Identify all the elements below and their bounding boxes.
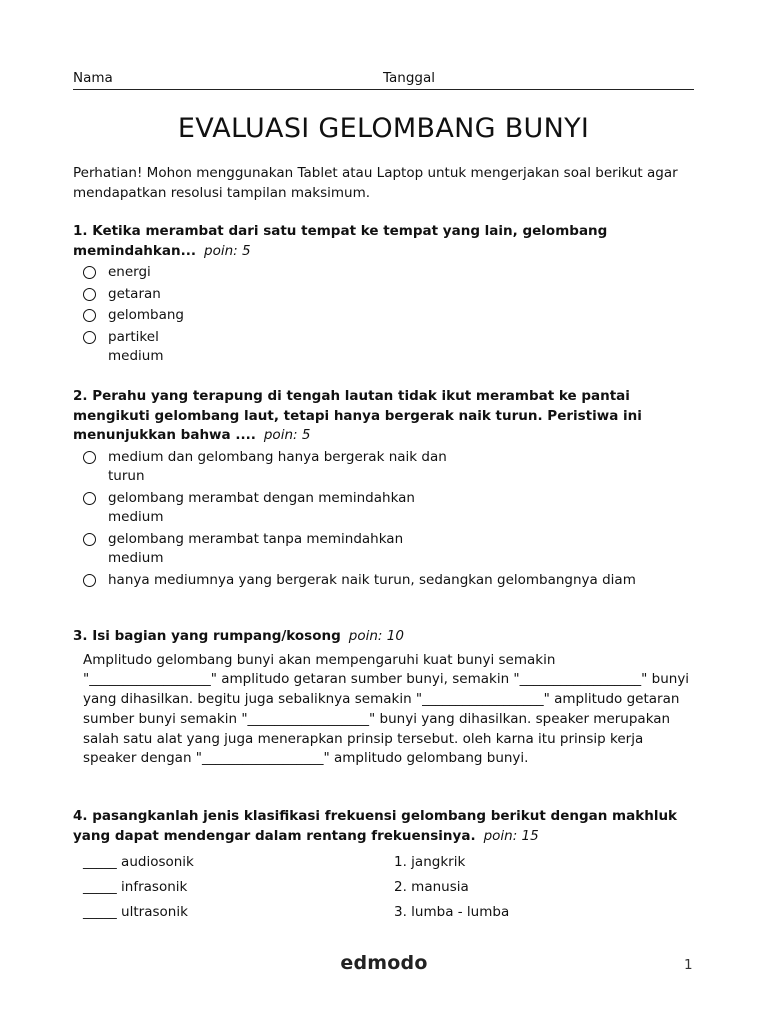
page-number: 1 <box>684 957 693 973</box>
matching-answer: 1. jangkrik <box>394 854 466 870</box>
question-1-prompt: 1. Ketika merambat dari satu tempat ke tempat yang lain, gelombang memindahkan... <box>73 223 608 259</box>
option[interactable] <box>73 263 703 283</box>
question-2-options <box>73 448 703 591</box>
radio-button[interactable] <box>83 574 96 587</box>
edmodo-logo: edmodo <box>340 952 428 974</box>
matching-term[interactable]: _____ audiosonik <box>83 854 194 870</box>
date-label: Tanggal <box>383 70 436 86</box>
fill-in-text: Amplitudo gelombang bunyi akan mempengaruhi kuat bunyi semakin "__________________" amplitudo getaran sumber bunyi, semakin "__________________" bunyi yang dihasilkan. begitu juga sebaliknya semakin "__________________" amplitudo getaran sumber bunyi semakin "__________________" bunyi yang dihasilkan. speaker merupakan salah satu alat yang juga menerapkan prinsip tersebut. oleh karna itu prinsip kerja speaker dengan "__________________" amplitudo gelombang bunyi. <box>83 651 690 767</box>
option-label: gelombang merambat tanpa memindahkan medium <box>108 530 404 566</box>
option-label: hanya mediumnya yang bergerak naik turun, sedangkan gelombangnya diam <box>108 571 636 588</box>
option-label: energi <box>108 264 151 280</box>
option-label: gelombang <box>108 307 185 323</box>
question-4-prompt: 4. pasangkanlah jenis klasifikasi frekuensi gelombang berikut dengan makhluk yang dapat mendengar dalam rentang frekuensinya. <box>73 808 678 844</box>
question-2-text <box>73 387 703 446</box>
option-label: gelombang merambat dengan memindahkan medium <box>108 489 415 525</box>
radio-button[interactable] <box>83 309 96 322</box>
question-1-points: poin: 5 <box>204 242 251 259</box>
option[interactable] <box>73 448 703 487</box>
radio-button[interactable] <box>83 288 96 301</box>
question-3-text <box>73 627 703 647</box>
question-4-points: poin: 15 <box>483 827 539 844</box>
matching-row <box>73 854 703 879</box>
option[interactable] <box>73 285 703 305</box>
option-label: getaran <box>108 285 161 302</box>
radio-button[interactable] <box>83 331 96 344</box>
matching-list <box>73 854 703 929</box>
matching-term[interactable]: _____ ultrasonik <box>83 904 188 920</box>
option[interactable] <box>73 489 703 528</box>
header-line <box>73 70 694 90</box>
option-label: medium dan gelombang hanya bergerak naik dan turun <box>108 448 447 484</box>
notice-text: Perhatian! Mohon menggunakan Tablet atau Laptop untuk mengerjakan soal berikut agar mendapatkan resolusi tampilan maksimum. <box>73 165 678 201</box>
radio-button[interactable] <box>83 492 96 505</box>
name-label: Nama <box>73 70 113 86</box>
question-3-prompt: 3. Isi bagian yang rumpang/kosong <box>73 628 341 644</box>
matching-row <box>73 879 703 904</box>
radio-button[interactable] <box>83 266 96 279</box>
matching-answer: 2. manusia <box>394 879 469 895</box>
question-2-points: poin: 5 <box>263 427 311 443</box>
option[interactable] <box>73 530 703 569</box>
question-1-options <box>73 263 703 367</box>
question-4 <box>73 807 703 929</box>
matching-answer: 3. lumba - lumba <box>394 904 510 920</box>
question-3 <box>73 627 703 769</box>
question-1 <box>73 222 703 367</box>
page-title: EVALUASI GELOMBANG BUNYI <box>177 113 590 144</box>
matching-term[interactable]: _____ infrasonik <box>83 879 188 895</box>
question-2 <box>73 387 703 590</box>
question-2-prompt: 2. Perahu yang terapung di tengah lautan tidak ikut merambat ke pantai mengikuti gelombang laut, tetapi hanya bergerak naik turun. Peristiwa ini menunjukkan bahwa .... <box>73 388 642 443</box>
question-4-text <box>73 807 703 846</box>
option[interactable] <box>73 571 703 591</box>
option[interactable] <box>73 328 703 367</box>
option-label: partikel medium <box>108 328 164 364</box>
matching-row <box>73 904 703 929</box>
question-1-text <box>73 222 703 261</box>
radio-button[interactable] <box>83 533 96 546</box>
question-3-points: poin: 10 <box>348 628 404 644</box>
radio-button[interactable] <box>83 451 96 464</box>
option[interactable] <box>73 306 703 326</box>
